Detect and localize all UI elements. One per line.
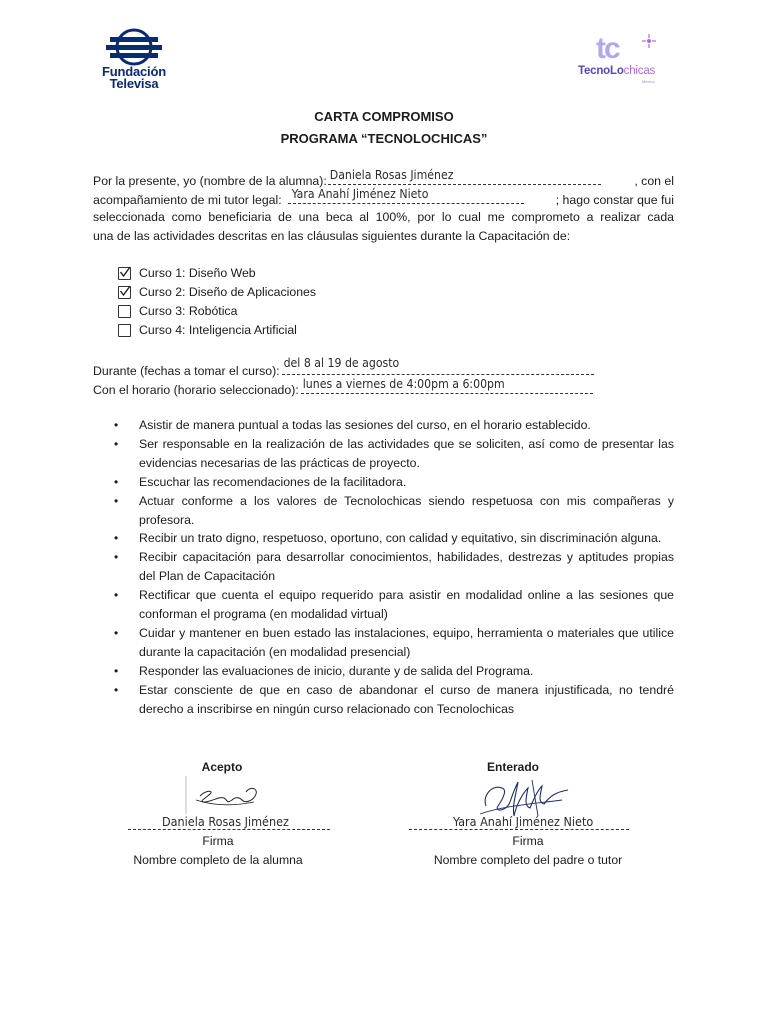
- tecnolochicas-wordmark: [578, 65, 655, 77]
- list-item: • Recibir un trato digno, respetuoso, oportuno, con calidad y equitativo, sin discriminación alguna.: [110, 529, 674, 548]
- acknowledged-heading: Enterado: [486, 760, 539, 774]
- tutor-signature-name: Yara Anahí Jiménez Nieto: [453, 814, 594, 829]
- intro-line-4: una de las actividades descritas en las cláusulas siguientes durante la Capacitación de:: [93, 229, 571, 243]
- firma-label: Firma: [512, 834, 544, 848]
- list-item: • Escuchar las recomendaciones de la facilitadora.: [110, 473, 674, 492]
- list-item: • Actuar conforme a los valores de Tecnolochicas siendo respetuosa con mis compañeras y profesora.: [110, 492, 674, 530]
- course-2-checkbox[interactable]: [118, 286, 131, 299]
- dates-field: [282, 356, 594, 375]
- intro-paragraph: [93, 170, 674, 246]
- tc-mark: tc: [596, 32, 619, 65]
- time-field: [301, 379, 593, 394]
- student-signature-name: Daniela Rosas Jiménez: [162, 814, 289, 829]
- intro-line-3: seleccionada como beneficiaria de una beca al 100%, por lo cual me comprometo a realizar cada: [93, 210, 674, 224]
- televisa-text: Televisa: [109, 76, 159, 91]
- intro-text-2-end: ; hago constar que fui: [555, 193, 674, 207]
- list-item: • Recibir capacitación para desarrollar conocimientos, habilidades, destrezas y aptitudes propias del Plan de Capacitación: [110, 548, 674, 586]
- list-item: • Estar consciente de que en caso de abandonar el curso de manera injustificada, no tendré derecho a inscribirse en ningún curso relacionado con Tecnolochicas: [110, 681, 674, 719]
- program-title: PROGRAMA “TECNOLOCHICAS”: [280, 131, 488, 146]
- intro-text-2: acompañamiento de mi tutor legal:: [93, 193, 282, 207]
- list-item: • Asistir de manera puntual a todas las sesiones del curso, en el horario establecido.: [110, 416, 674, 435]
- fundacion-televisa-emblem-icon: [88, 28, 180, 66]
- intro-text-1-end: , con el: [634, 174, 674, 188]
- course-1-checkbox[interactable]: [118, 267, 131, 280]
- sparkle-icon: [642, 34, 656, 48]
- tutor-name-value: Yara Anahí Jiménez Nieto: [291, 187, 429, 201]
- schedule-section: [93, 356, 653, 398]
- tc-word-light: chicas: [623, 65, 656, 77]
- course-item: [118, 304, 237, 318]
- course-4-label: Curso 4: Inteligencia Artificial: [139, 323, 297, 337]
- accept-heading: Acepto: [201, 760, 243, 774]
- check-icon: [118, 265, 132, 279]
- course-item: [118, 266, 256, 280]
- check-icon: [118, 284, 132, 298]
- fundacion-text: Fundación: [102, 64, 166, 79]
- tutor-name-caption: Nombre completo del padre o tutor: [433, 853, 623, 867]
- intro-text-1: Por la presente, yo (nombre de la alumna):: [93, 174, 327, 188]
- list-item: • Ser responsable en la realización de las actividades que se soliciten, así como de presentar las evidencias necesarias de las prácticas de proyecto.: [110, 435, 674, 473]
- list-item: • Responder las evaluaciones de inicio, durante y de salida del Programa.: [110, 662, 674, 681]
- intro-line-2: [93, 189, 674, 208]
- course-3-checkbox[interactable]: [118, 305, 131, 318]
- firma-label: Firma: [202, 834, 234, 848]
- document-title: CARTA COMPROMISO: [314, 109, 454, 124]
- time-value: lunes a viernes de 4:00pm a 6:00pm: [302, 377, 505, 391]
- time-label: Con el horario (horario seleccionado):: [93, 383, 299, 397]
- dates-label: Durante (fechas a tomar el curso):: [93, 364, 280, 378]
- student-signature-icon: [184, 776, 264, 816]
- time-line: [93, 379, 653, 398]
- course-item: [118, 323, 297, 337]
- tutor-signature-block: [409, 816, 629, 830]
- student-signature-block: [128, 816, 330, 830]
- student-name-value: Daniela Rosas Jiménez: [329, 168, 454, 182]
- tc-word-strong: TecnoLo: [578, 65, 624, 77]
- tutor-name-field: [288, 189, 524, 204]
- fundacion-televisa-logo: [88, 28, 180, 92]
- list-item: • Cuidar y mantener en buen estado las instalaciones, equipo, herramienta o materiales que utilice durante la capacitación (en modalidad presencial): [110, 624, 674, 662]
- course-2-label: Curso 2: Diseño de Aplicaciones: [139, 285, 317, 299]
- course-4-checkbox[interactable]: [118, 324, 131, 337]
- dates-value: del 8 al 19 de agosto: [283, 356, 400, 370]
- student-name-field: [328, 170, 601, 185]
- course-3-label: Curso 3: Robótica: [139, 304, 238, 318]
- tecnolochicas-logo: [572, 34, 668, 86]
- course-item: [118, 285, 316, 299]
- clauses-list: [110, 416, 674, 719]
- course-1-label: Curso 1: Diseño Web: [139, 266, 256, 280]
- tc-tagline: México: [642, 79, 655, 84]
- list-item: • Rectificar que cuenta el equipo requerido para asistir en modalidad online a las sesiones que conforman el programa (en modalidad virtual): [110, 586, 674, 624]
- student-name-caption: Nombre completo de la alumna: [133, 853, 303, 867]
